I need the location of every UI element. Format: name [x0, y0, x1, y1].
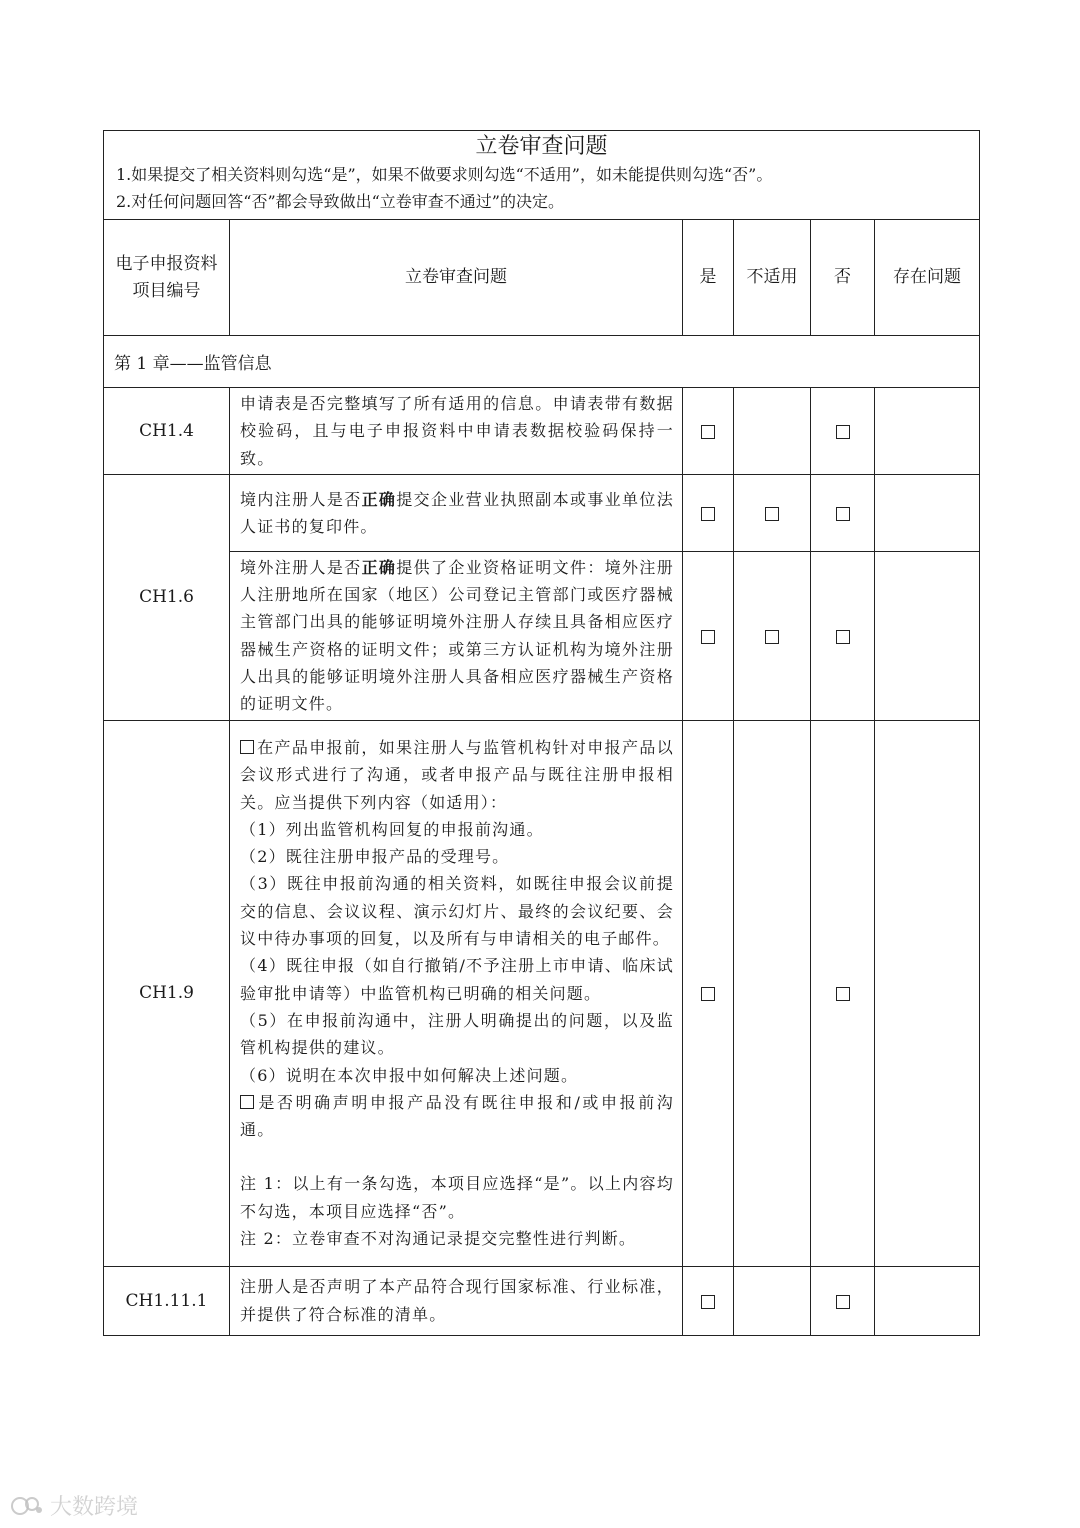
item-code: CH1.4	[104, 388, 230, 475]
header-issue: 存在问题	[875, 220, 980, 336]
header-question: 立卷审查问题	[230, 220, 683, 336]
question-text: 申请表是否完整填写了所有适用的信息。申请表带有数据校验码，且与电子申报资料中申请表数据校验码保持一致。	[230, 388, 683, 475]
watermark-text: 大数跨境	[50, 1495, 139, 1520]
question-text: 注册人是否声明了本产品符合现行国家标准、行业标准，并提供了符合标准的清单。	[230, 1266, 683, 1335]
yes-checkbox[interactable]	[701, 1295, 715, 1309]
yes-checkbox[interactable]	[701, 425, 715, 439]
na-checkbox[interactable]	[765, 630, 779, 644]
item-code: CH1.6	[104, 474, 230, 720]
no-checkbox[interactable]	[836, 507, 850, 521]
option-checkbox[interactable]	[240, 740, 254, 754]
chapter-heading: 第 1 章——监管信息	[104, 336, 980, 388]
option-checkbox[interactable]	[240, 1095, 254, 1109]
issue-field[interactable]	[875, 551, 980, 720]
issue-field[interactable]	[875, 1266, 980, 1335]
watermark-logo-icon	[10, 1495, 44, 1517]
header-na: 不适用	[734, 220, 811, 336]
no-checkbox[interactable]	[836, 425, 850, 439]
question-text: 在产品申报前，如果注册人与监管机构针对申报产品以会议形式进行了沟通，或者申报产品与既往注册申报相关。应当提供下列内容（如适用）： （1）列出监管机构回复的申报前沟通。 （2）既往注册申报产品的受理号。 （3）既往申报前沟通的相关资料，如既往申报会议前提交的信息、会议议程、演示幻灯片、最终的会议纪要、会议中待办事项的回复，以及所有与申请相关的电子邮件。 （4）既往申报（如自行撤销/不予注册上市申请、临床试验审批申请等）中监管机构已明确的相关问题。 （5）在申报前沟通中，注册人明确提出的问题，以及监管机构提供的建议。 （6）说明在本次申报中如何解决上述问题。 是否明确声明申报产品没有既往申报和/或申报前沟通。 注 1：以上有一条勾选，本项目应选择“是”。以上内容均不勾选，本项目应选择“否”。 注 2：立卷审查不对沟通记录提交完整性进行判断。	[230, 720, 683, 1266]
no-checkbox[interactable]	[836, 1295, 850, 1309]
header-code: 电子申报资料项目编号	[104, 220, 230, 336]
table-row	[104, 551, 980, 720]
title-cell	[104, 131, 980, 220]
issue-field[interactable]	[875, 388, 980, 475]
table-title: 立卷审查问题	[475, 134, 608, 159]
no-checkbox[interactable]	[836, 630, 850, 644]
issue-field[interactable]	[875, 474, 980, 551]
table-row	[104, 388, 980, 475]
no-checkbox[interactable]	[836, 987, 850, 1001]
question-text: 境外注册人是否正确提供了企业资格证明文件：境外注册人注册地所在国家（地区）公司登记主管部门或医疗器械主管部门出具的能够证明境外注册人存续且具备相应医疗器械生产资格的证明文件；或第三方认证机构为境外注册人出具的能够证明境外注册人具备相应医疗器械生产资格的证明文件。	[230, 551, 683, 720]
watermark	[10, 1490, 138, 1521]
question-text: 境内注册人是否正确提交企业营业执照副本或事业单位法人证书的复印件。	[230, 474, 683, 551]
review-checklist-table	[103, 130, 980, 1336]
item-code: CH1.9	[104, 720, 230, 1266]
item-code: CH1.11.1	[104, 1266, 230, 1335]
instruction-note-1: 1.如果提交了相关资料则勾选“是”，如果不做要求则勾选“不适用”，如未能提供则勾选“否”。	[116, 165, 773, 184]
table-row	[104, 474, 980, 551]
yes-checkbox[interactable]	[701, 630, 715, 644]
header-no: 否	[811, 220, 875, 336]
table-row	[104, 720, 980, 1266]
yes-checkbox[interactable]	[701, 987, 715, 1001]
header-yes: 是	[683, 220, 734, 336]
issue-field[interactable]	[875, 720, 980, 1266]
instruction-note-2: 2.对任何问题回答“否”都会导致做出“立卷审查不通过”的决定。	[116, 192, 564, 211]
na-checkbox[interactable]	[765, 507, 779, 521]
header-row	[104, 220, 980, 336]
table-row	[104, 1266, 980, 1335]
yes-checkbox[interactable]	[701, 507, 715, 521]
